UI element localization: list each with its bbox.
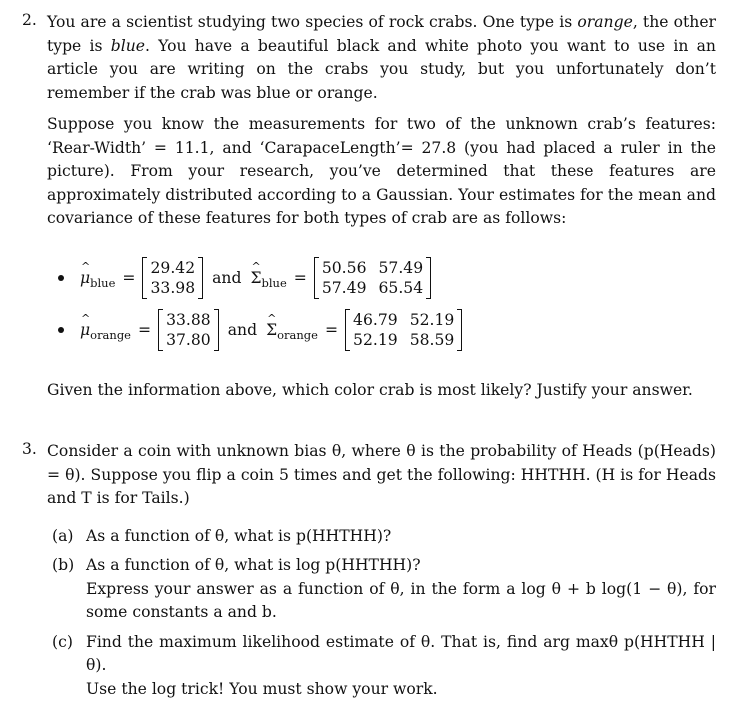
sigma-blue-value: 65.54 <box>378 279 424 297</box>
part-a-label: (a) <box>52 526 74 545</box>
equals-sign: = <box>122 269 136 287</box>
equals-sign: = <box>293 269 307 287</box>
part-b-text-2: Express your answer as a function of θ, in the form a log θ + b log(1 − θ), for some constants a and b. <box>86 579 716 621</box>
problem-3-number: 3. <box>22 440 37 458</box>
mu-orange-value: 33.88 <box>166 311 211 329</box>
sigma-orange-symbol: ^ $\Sigma_{orange}$ <box>266 321 318 339</box>
bullet-dot <box>58 327 64 333</box>
sigma-blue-value: 50.56 <box>321 259 367 277</box>
equals-sign: = <box>324 321 339 339</box>
mu-blue-value: 33.98 <box>150 279 196 297</box>
part-a-text: As a function of θ, what is p(HHTHH)? <box>86 526 392 545</box>
mu-orange-value: 37.80 <box>166 331 211 349</box>
orange-crab-parameters <box>58 304 462 356</box>
sigma-orange-matrix <box>345 309 462 351</box>
problem-2-paragraph-1: You are a scientist studying two species of rock crabs. One type is orange, the other type is blue. You have a beautiful black and white photo you want to use in an article you are writing on the crabs you study, but you unfortunately don’t remember if the crab was blue or orange. <box>47 13 716 102</box>
mu-blue-vector <box>142 257 203 299</box>
part-b <box>52 554 716 625</box>
sigma-orange-value: 52.19 <box>353 331 398 349</box>
mu-orange-vector <box>158 309 219 351</box>
and-word: and <box>212 269 242 287</box>
part-b-label: (b) <box>52 556 75 574</box>
mu-blue-symbol: ^ $\mu_{blue}$ <box>80 269 115 287</box>
sigma-blue-value: 57.49 <box>321 279 367 297</box>
part-c <box>52 631 716 702</box>
bullet-dot <box>58 275 64 281</box>
problem-3 <box>22 440 716 707</box>
sigma-orange-value: 46.79 <box>353 311 398 329</box>
problem-2-question: Given the information above, which color crab is most likely? Justify your answer. <box>47 381 693 399</box>
sigma-blue-value: 57.49 <box>378 259 424 277</box>
sigma-orange-value: 52.19 <box>409 311 455 329</box>
sigma-blue-matrix <box>314 257 431 299</box>
problem-3-intro: Consider a coin with unknown bias θ, where θ is the probability of Heads (p(Heads) = θ). Suppose you flip a coin 5 times and get the following: HHTHH. (H is for Heads and T is for Tails.) <box>47 442 716 507</box>
mu-blue-value: 29.42 <box>150 259 196 277</box>
part-c-text-2: Use the log trick! You must show your work. <box>86 679 438 698</box>
and-word: and <box>227 321 258 339</box>
problem-2-question-block <box>22 379 716 403</box>
part-c-text: Find the maximum likelihood estimate of θ. That is, find arg maxθ p(HHTHH | θ). <box>86 632 716 674</box>
part-c-label: (c) <box>52 632 73 651</box>
sigma-orange-value: 58.59 <box>409 331 455 349</box>
problem-2 <box>22 11 716 231</box>
blue-crab-parameters <box>58 252 462 304</box>
problem-3-parts <box>52 525 716 702</box>
sigma-blue-symbol: ^ $\Sigma_{blue}$ <box>250 269 286 287</box>
part-a <box>52 525 716 549</box>
problem-2-number: 2. <box>22 11 37 29</box>
gaussian-parameter-list <box>58 252 462 356</box>
part-b-text: As a function of θ, what is log p(HHTHH)? <box>86 556 421 574</box>
problem-2-paragraph-2: Suppose you know the measurements for two of the unknown crab’s features: ‘Rear-Width’ = 11.1, and ‘CarapaceLength’= 27.8 (you had placed a ruler in the picture). From your research, you’ve determined that these features are approximately distributed according to a Gaussian. Your estimates for the mean and covariance of these features for both types of crab are as follows: <box>47 115 716 227</box>
mu-orange-symbol: ^ $\mu_{orange}$ <box>80 321 131 339</box>
equals-sign: = <box>138 321 152 339</box>
